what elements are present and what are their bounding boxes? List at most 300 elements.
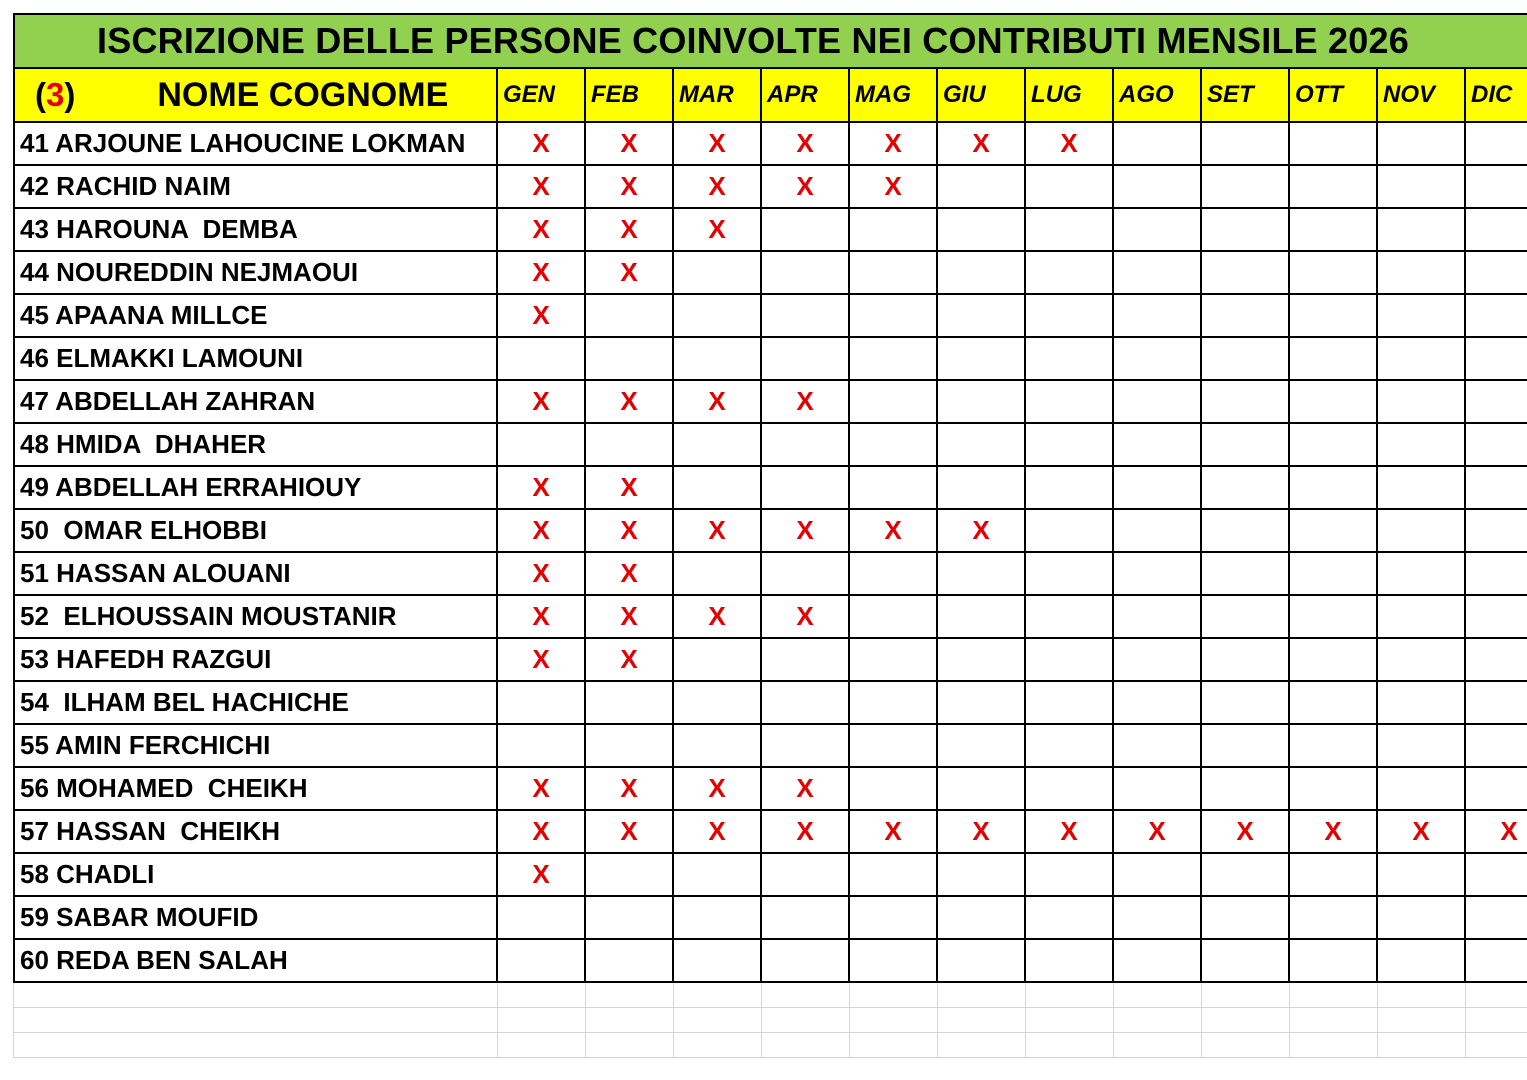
month-cell-ott[interactable]	[1290, 338, 1378, 381]
month-cell-nov[interactable]	[1378, 295, 1466, 338]
name-cell[interactable]	[13, 639, 498, 682]
month-cell-gen[interactable]	[498, 639, 586, 682]
empty-cell[interactable]	[1378, 1008, 1466, 1033]
empty-cell[interactable]	[938, 1008, 1026, 1033]
month-cell-set[interactable]	[1202, 510, 1290, 553]
month-cell-giu[interactable]	[938, 166, 1026, 209]
month-cell-ott[interactable]	[1290, 811, 1378, 854]
empty-cell[interactable]	[1202, 983, 1290, 1008]
month-cell-dic[interactable]	[1466, 768, 1527, 811]
month-cell-apr[interactable]	[762, 725, 850, 768]
month-cell-set[interactable]	[1202, 596, 1290, 639]
month-cell-feb[interactable]	[586, 295, 674, 338]
month-cell-ott[interactable]	[1290, 897, 1378, 940]
month-cell-giu[interactable]	[938, 209, 1026, 252]
month-cell-feb[interactable]	[586, 596, 674, 639]
empty-cell[interactable]	[1026, 983, 1114, 1008]
month-cell-mar[interactable]	[674, 209, 762, 252]
month-cell-ago[interactable]	[1114, 553, 1202, 596]
month-cell-mar[interactable]	[674, 897, 762, 940]
month-cell-lug[interactable]	[1026, 381, 1114, 424]
month-cell-nov[interactable]	[1378, 424, 1466, 467]
name-cell[interactable]	[13, 811, 498, 854]
month-cell-dic[interactable]	[1466, 252, 1527, 295]
month-cell-dic[interactable]	[1466, 338, 1527, 381]
name-cell[interactable]	[13, 338, 498, 381]
month-cell-feb[interactable]	[586, 639, 674, 682]
month-cell-ago[interactable]	[1114, 725, 1202, 768]
month-cell-lug[interactable]	[1026, 854, 1114, 897]
month-cell-ott[interactable]	[1290, 424, 1378, 467]
month-cell-mar[interactable]	[674, 854, 762, 897]
month-cell-gen[interactable]	[498, 725, 586, 768]
month-cell-ott[interactable]	[1290, 682, 1378, 725]
empty-cell[interactable]	[1114, 983, 1202, 1008]
empty-cell[interactable]	[1026, 1008, 1114, 1033]
month-cell-mag[interactable]	[850, 682, 938, 725]
month-cell-nov[interactable]	[1378, 596, 1466, 639]
month-cell-ott[interactable]	[1290, 295, 1378, 338]
month-cell-set[interactable]	[1202, 940, 1290, 983]
month-cell-set[interactable]	[1202, 682, 1290, 725]
month-cell-feb[interactable]	[586, 510, 674, 553]
month-cell-mag[interactable]	[850, 338, 938, 381]
month-cell-apr[interactable]	[762, 682, 850, 725]
month-cell-mag[interactable]	[850, 252, 938, 295]
month-cell-feb[interactable]	[586, 338, 674, 381]
month-cell-ott[interactable]	[1290, 209, 1378, 252]
month-cell-apr[interactable]	[762, 338, 850, 381]
month-cell-gen[interactable]	[498, 338, 586, 381]
month-cell-set[interactable]	[1202, 811, 1290, 854]
month-cell-dic[interactable]	[1466, 424, 1527, 467]
month-cell-gen[interactable]	[498, 295, 586, 338]
month-cell-feb[interactable]	[586, 209, 674, 252]
month-cell-giu[interactable]	[938, 510, 1026, 553]
month-cell-ago[interactable]	[1114, 854, 1202, 897]
empty-cell[interactable]	[762, 1008, 850, 1033]
month-cell-nov[interactable]	[1378, 897, 1466, 940]
month-cell-set[interactable]	[1202, 467, 1290, 510]
month-cell-ott[interactable]	[1290, 510, 1378, 553]
month-cell-apr[interactable]	[762, 553, 850, 596]
month-cell-giu[interactable]	[938, 467, 1026, 510]
month-cell-mar[interactable]	[674, 467, 762, 510]
month-cell-mar[interactable]	[674, 123, 762, 166]
month-cell-lug[interactable]	[1026, 639, 1114, 682]
month-cell-lug[interactable]	[1026, 166, 1114, 209]
name-cell[interactable]	[13, 940, 498, 983]
empty-cell[interactable]	[674, 1008, 762, 1033]
month-cell-set[interactable]	[1202, 123, 1290, 166]
month-cell-set[interactable]	[1202, 295, 1290, 338]
name-cell[interactable]	[13, 467, 498, 510]
month-cell-lug[interactable]	[1026, 940, 1114, 983]
empty-cell[interactable]	[850, 983, 938, 1008]
empty-cell[interactable]	[498, 1033, 586, 1058]
month-cell-lug[interactable]	[1026, 338, 1114, 381]
month-cell-ago[interactable]	[1114, 510, 1202, 553]
month-cell-mar[interactable]	[674, 811, 762, 854]
month-cell-apr[interactable]	[762, 381, 850, 424]
month-cell-set[interactable]	[1202, 424, 1290, 467]
month-cell-lug[interactable]	[1026, 123, 1114, 166]
month-cell-giu[interactable]	[938, 381, 1026, 424]
month-cell-mag[interactable]	[850, 553, 938, 596]
month-cell-mar[interactable]	[674, 553, 762, 596]
month-cell-apr[interactable]	[762, 854, 850, 897]
empty-cell[interactable]	[586, 1033, 674, 1058]
month-cell-giu[interactable]	[938, 682, 1026, 725]
month-cell-gen[interactable]	[498, 123, 586, 166]
month-cell-gen[interactable]	[498, 467, 586, 510]
month-header-lug[interactable]: LUG	[1026, 69, 1114, 123]
month-cell-set[interactable]	[1202, 897, 1290, 940]
empty-cell[interactable]	[850, 1033, 938, 1058]
month-cell-dic[interactable]	[1466, 682, 1527, 725]
month-cell-nov[interactable]	[1378, 252, 1466, 295]
empty-cell[interactable]	[1202, 1033, 1290, 1058]
month-cell-set[interactable]	[1202, 381, 1290, 424]
name-cell[interactable]	[13, 166, 498, 209]
month-cell-giu[interactable]	[938, 725, 1026, 768]
month-cell-ott[interactable]	[1290, 166, 1378, 209]
month-cell-ott[interactable]	[1290, 467, 1378, 510]
month-cell-lug[interactable]	[1026, 768, 1114, 811]
month-cell-set[interactable]	[1202, 725, 1290, 768]
month-cell-lug[interactable]	[1026, 811, 1114, 854]
month-cell-mar[interactable]	[674, 768, 762, 811]
month-cell-set[interactable]	[1202, 854, 1290, 897]
month-cell-feb[interactable]	[586, 940, 674, 983]
month-cell-gen[interactable]	[498, 553, 586, 596]
month-cell-apr[interactable]	[762, 897, 850, 940]
month-cell-ott[interactable]	[1290, 252, 1378, 295]
month-cell-mar[interactable]	[674, 381, 762, 424]
month-cell-set[interactable]	[1202, 639, 1290, 682]
name-cell[interactable]	[13, 897, 498, 940]
month-cell-giu[interactable]	[938, 596, 1026, 639]
empty-cell[interactable]	[938, 983, 1026, 1008]
month-cell-apr[interactable]	[762, 510, 850, 553]
month-cell-set[interactable]	[1202, 252, 1290, 295]
month-cell-nov[interactable]	[1378, 682, 1466, 725]
month-header-ago[interactable]: AGO	[1114, 69, 1202, 123]
month-cell-ott[interactable]	[1290, 381, 1378, 424]
month-cell-apr[interactable]	[762, 811, 850, 854]
month-header-mar[interactable]: MAR	[674, 69, 762, 123]
month-cell-mar[interactable]	[674, 166, 762, 209]
month-cell-giu[interactable]	[938, 295, 1026, 338]
month-cell-dic[interactable]	[1466, 467, 1527, 510]
empty-cell[interactable]	[938, 1033, 1026, 1058]
month-cell-dic[interactable]	[1466, 123, 1527, 166]
month-cell-giu[interactable]	[938, 768, 1026, 811]
month-cell-mar[interactable]	[674, 596, 762, 639]
month-cell-feb[interactable]	[586, 123, 674, 166]
month-cell-mar[interactable]	[674, 424, 762, 467]
month-cell-nov[interactable]	[1378, 854, 1466, 897]
month-cell-ago[interactable]	[1114, 596, 1202, 639]
name-cell[interactable]	[13, 381, 498, 424]
month-cell-ago[interactable]	[1114, 209, 1202, 252]
month-cell-lug[interactable]	[1026, 209, 1114, 252]
month-cell-ott[interactable]	[1290, 940, 1378, 983]
month-cell-nov[interactable]	[1378, 940, 1466, 983]
month-cell-ott[interactable]	[1290, 854, 1378, 897]
month-cell-set[interactable]	[1202, 553, 1290, 596]
month-cell-nov[interactable]	[1378, 725, 1466, 768]
month-cell-lug[interactable]	[1026, 467, 1114, 510]
month-cell-nov[interactable]	[1378, 467, 1466, 510]
month-cell-gen[interactable]	[498, 768, 586, 811]
month-cell-ago[interactable]	[1114, 897, 1202, 940]
month-cell-lug[interactable]	[1026, 897, 1114, 940]
name-cell[interactable]	[13, 123, 498, 166]
month-cell-mag[interactable]	[850, 209, 938, 252]
month-cell-giu[interactable]	[938, 252, 1026, 295]
month-cell-apr[interactable]	[762, 295, 850, 338]
month-cell-nov[interactable]	[1378, 381, 1466, 424]
month-cell-set[interactable]	[1202, 209, 1290, 252]
month-cell-ago[interactable]	[1114, 940, 1202, 983]
name-cell[interactable]	[13, 553, 498, 596]
month-cell-apr[interactable]	[762, 252, 850, 295]
month-cell-mag[interactable]	[850, 768, 938, 811]
month-cell-mag[interactable]	[850, 897, 938, 940]
month-cell-mag[interactable]	[850, 510, 938, 553]
month-cell-apr[interactable]	[762, 639, 850, 682]
month-cell-nov[interactable]	[1378, 639, 1466, 682]
month-cell-mar[interactable]	[674, 252, 762, 295]
month-cell-ott[interactable]	[1290, 725, 1378, 768]
empty-cell[interactable]	[13, 1008, 498, 1033]
empty-cell[interactable]	[1378, 1033, 1466, 1058]
month-cell-ago[interactable]	[1114, 381, 1202, 424]
month-cell-gen[interactable]	[498, 854, 586, 897]
name-cell[interactable]	[13, 209, 498, 252]
month-cell-ago[interactable]	[1114, 123, 1202, 166]
month-cell-mag[interactable]	[850, 424, 938, 467]
month-cell-mag[interactable]	[850, 596, 938, 639]
month-cell-ago[interactable]	[1114, 811, 1202, 854]
month-header-mag[interactable]: MAG	[850, 69, 938, 123]
empty-cell[interactable]	[1466, 1033, 1527, 1058]
month-header-gen[interactable]: GEN	[498, 69, 586, 123]
month-cell-ago[interactable]	[1114, 639, 1202, 682]
month-cell-mag[interactable]	[850, 811, 938, 854]
month-cell-mag[interactable]	[850, 639, 938, 682]
month-cell-dic[interactable]	[1466, 510, 1527, 553]
month-cell-apr[interactable]	[762, 166, 850, 209]
month-cell-giu[interactable]	[938, 811, 1026, 854]
month-cell-mag[interactable]	[850, 854, 938, 897]
month-cell-dic[interactable]	[1466, 295, 1527, 338]
empty-cell[interactable]	[1114, 1008, 1202, 1033]
name-cell[interactable]	[13, 768, 498, 811]
name-cell[interactable]	[13, 424, 498, 467]
month-cell-mar[interactable]	[674, 639, 762, 682]
empty-cell[interactable]	[13, 1033, 498, 1058]
month-cell-nov[interactable]	[1378, 166, 1466, 209]
empty-cell[interactable]	[1290, 1033, 1378, 1058]
month-cell-ott[interactable]	[1290, 639, 1378, 682]
month-cell-set[interactable]	[1202, 768, 1290, 811]
month-cell-feb[interactable]	[586, 553, 674, 596]
month-cell-dic[interactable]	[1466, 854, 1527, 897]
month-cell-ago[interactable]	[1114, 682, 1202, 725]
month-cell-gen[interactable]	[498, 596, 586, 639]
month-cell-dic[interactable]	[1466, 381, 1527, 424]
month-header-set[interactable]: SET	[1202, 69, 1290, 123]
month-cell-apr[interactable]	[762, 768, 850, 811]
empty-cell[interactable]	[1202, 1008, 1290, 1033]
month-cell-mar[interactable]	[674, 725, 762, 768]
month-header-apr[interactable]: APR	[762, 69, 850, 123]
month-cell-giu[interactable]	[938, 338, 1026, 381]
month-cell-feb[interactable]	[586, 725, 674, 768]
month-cell-giu[interactable]	[938, 424, 1026, 467]
month-cell-lug[interactable]	[1026, 252, 1114, 295]
name-cell[interactable]	[13, 682, 498, 725]
name-cell[interactable]	[13, 854, 498, 897]
empty-cell[interactable]	[1378, 983, 1466, 1008]
month-cell-gen[interactable]	[498, 682, 586, 725]
month-cell-dic[interactable]	[1466, 940, 1527, 983]
empty-cell[interactable]	[13, 983, 498, 1008]
month-cell-gen[interactable]	[498, 897, 586, 940]
month-cell-feb[interactable]	[586, 768, 674, 811]
month-cell-lug[interactable]	[1026, 295, 1114, 338]
empty-cell[interactable]	[1290, 1008, 1378, 1033]
month-cell-apr[interactable]	[762, 467, 850, 510]
month-cell-mag[interactable]	[850, 381, 938, 424]
month-cell-dic[interactable]	[1466, 897, 1527, 940]
month-cell-dic[interactable]	[1466, 209, 1527, 252]
month-cell-set[interactable]	[1202, 166, 1290, 209]
month-cell-feb[interactable]	[586, 897, 674, 940]
empty-cell[interactable]	[1114, 1033, 1202, 1058]
empty-cell[interactable]	[674, 1033, 762, 1058]
month-cell-lug[interactable]	[1026, 510, 1114, 553]
month-cell-apr[interactable]	[762, 424, 850, 467]
month-cell-nov[interactable]	[1378, 768, 1466, 811]
name-cell[interactable]	[13, 510, 498, 553]
month-cell-feb[interactable]	[586, 252, 674, 295]
month-cell-nov[interactable]	[1378, 811, 1466, 854]
month-cell-giu[interactable]	[938, 854, 1026, 897]
month-cell-mag[interactable]	[850, 940, 938, 983]
month-cell-dic[interactable]	[1466, 725, 1527, 768]
month-cell-feb[interactable]	[586, 166, 674, 209]
month-cell-gen[interactable]	[498, 510, 586, 553]
month-cell-apr[interactable]	[762, 596, 850, 639]
month-cell-ago[interactable]	[1114, 467, 1202, 510]
month-cell-dic[interactable]	[1466, 166, 1527, 209]
month-cell-feb[interactable]	[586, 467, 674, 510]
month-cell-feb[interactable]	[586, 854, 674, 897]
month-cell-gen[interactable]	[498, 811, 586, 854]
month-cell-dic[interactable]	[1466, 639, 1527, 682]
month-cell-giu[interactable]	[938, 553, 1026, 596]
month-header-dic[interactable]: DIC	[1466, 69, 1527, 123]
month-header-feb[interactable]: FEB	[586, 69, 674, 123]
name-cell[interactable]	[13, 252, 498, 295]
month-cell-ago[interactable]	[1114, 252, 1202, 295]
month-cell-gen[interactable]	[498, 166, 586, 209]
month-cell-gen[interactable]	[498, 424, 586, 467]
month-cell-gen[interactable]	[498, 940, 586, 983]
month-cell-ott[interactable]	[1290, 553, 1378, 596]
name-cell[interactable]	[13, 295, 498, 338]
month-cell-feb[interactable]	[586, 811, 674, 854]
empty-cell[interactable]	[850, 1008, 938, 1033]
month-cell-nov[interactable]	[1378, 553, 1466, 596]
month-header-nov[interactable]: NOV	[1378, 69, 1466, 123]
empty-cell[interactable]	[762, 1033, 850, 1058]
month-cell-apr[interactable]	[762, 123, 850, 166]
month-cell-ago[interactable]	[1114, 424, 1202, 467]
header-name-cell[interactable]	[13, 69, 498, 123]
month-cell-feb[interactable]	[586, 381, 674, 424]
month-header-ott[interactable]: OTT	[1290, 69, 1378, 123]
month-cell-mag[interactable]	[850, 725, 938, 768]
month-cell-giu[interactable]	[938, 897, 1026, 940]
month-cell-set[interactable]	[1202, 338, 1290, 381]
empty-cell[interactable]	[498, 983, 586, 1008]
empty-cell[interactable]	[1290, 983, 1378, 1008]
month-cell-mag[interactable]	[850, 123, 938, 166]
month-cell-nov[interactable]	[1378, 510, 1466, 553]
month-cell-apr[interactable]	[762, 940, 850, 983]
month-cell-gen[interactable]	[498, 381, 586, 424]
empty-cell[interactable]	[1026, 1033, 1114, 1058]
month-cell-nov[interactable]	[1378, 209, 1466, 252]
name-cell[interactable]	[13, 596, 498, 639]
month-cell-nov[interactable]	[1378, 338, 1466, 381]
month-cell-ago[interactable]	[1114, 338, 1202, 381]
month-cell-ott[interactable]	[1290, 768, 1378, 811]
month-cell-lug[interactable]	[1026, 553, 1114, 596]
month-cell-mag[interactable]	[850, 467, 938, 510]
empty-cell[interactable]	[586, 1008, 674, 1033]
empty-cell[interactable]	[586, 983, 674, 1008]
month-cell-mag[interactable]	[850, 295, 938, 338]
month-cell-lug[interactable]	[1026, 682, 1114, 725]
month-cell-lug[interactable]	[1026, 424, 1114, 467]
month-cell-feb[interactable]	[586, 424, 674, 467]
month-cell-lug[interactable]	[1026, 725, 1114, 768]
month-cell-gen[interactable]	[498, 252, 586, 295]
empty-cell[interactable]	[1466, 1008, 1527, 1033]
month-header-giu[interactable]: GIU	[938, 69, 1026, 123]
empty-cell[interactable]	[674, 983, 762, 1008]
month-cell-dic[interactable]	[1466, 553, 1527, 596]
month-cell-ago[interactable]	[1114, 295, 1202, 338]
month-cell-dic[interactable]	[1466, 811, 1527, 854]
month-cell-nov[interactable]	[1378, 123, 1466, 166]
month-cell-mar[interactable]	[674, 295, 762, 338]
month-cell-mar[interactable]	[674, 682, 762, 725]
empty-cell[interactable]	[498, 1008, 586, 1033]
month-cell-giu[interactable]	[938, 123, 1026, 166]
month-cell-lug[interactable]	[1026, 596, 1114, 639]
month-cell-ott[interactable]	[1290, 123, 1378, 166]
name-cell[interactable]	[13, 725, 498, 768]
month-cell-gen[interactable]	[498, 209, 586, 252]
empty-cell[interactable]	[1466, 983, 1527, 1008]
month-cell-apr[interactable]	[762, 209, 850, 252]
